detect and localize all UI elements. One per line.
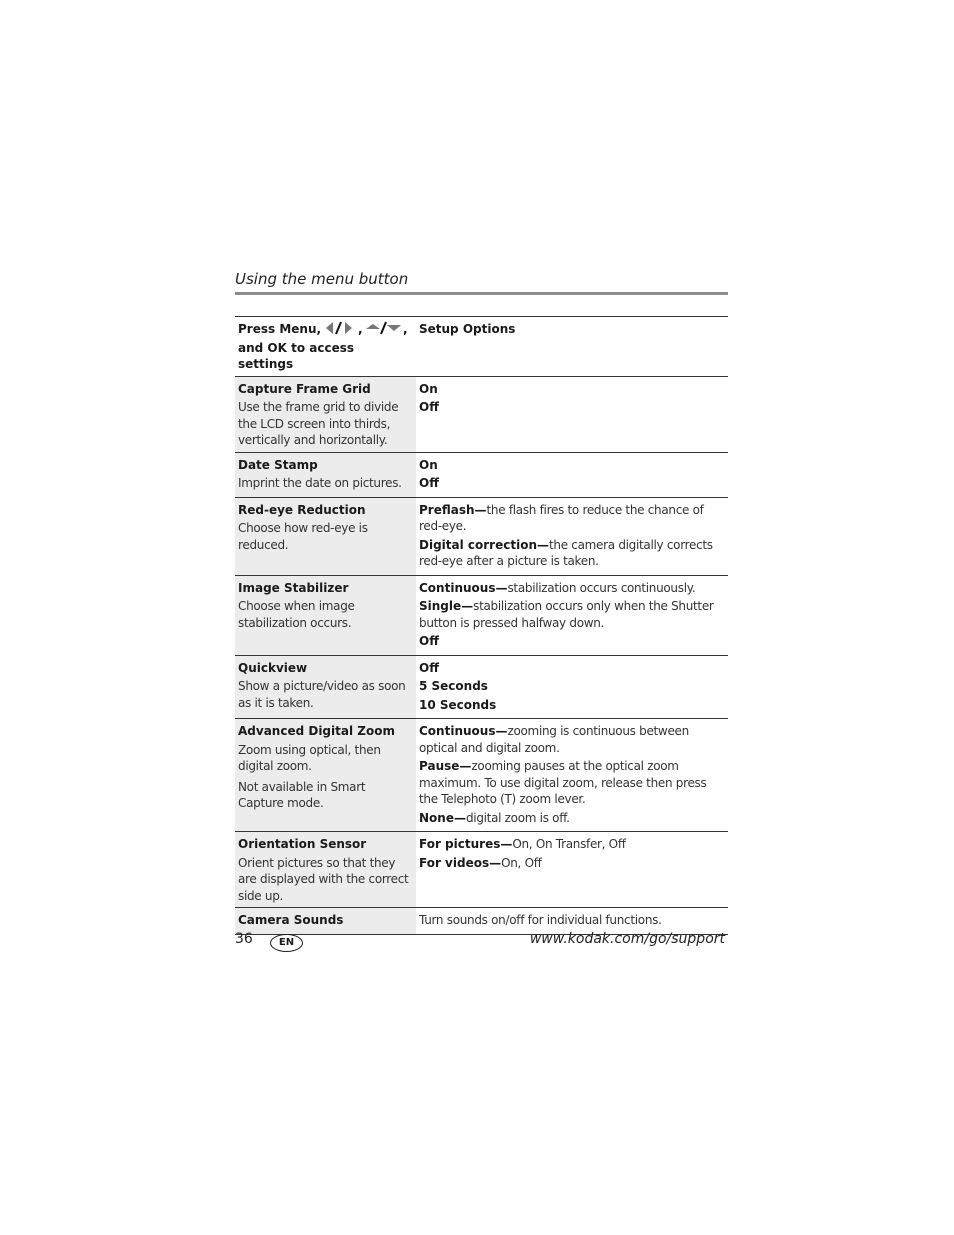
option-item bbox=[419, 912, 725, 929]
option-text: On, On Transfer, Off bbox=[512, 837, 626, 851]
option-item bbox=[419, 678, 725, 695]
option-name: Off bbox=[419, 476, 439, 490]
options-cell bbox=[416, 452, 728, 497]
setting-name: Quickview bbox=[238, 660, 308, 675]
setting-cell bbox=[235, 452, 416, 497]
option-text: Turn sounds on/off for individual functions. bbox=[419, 913, 662, 927]
svg-text:,: , bbox=[357, 322, 363, 336]
setting-cell bbox=[235, 719, 416, 832]
option-name: On bbox=[419, 381, 438, 396]
option-item bbox=[419, 723, 725, 756]
table-row bbox=[235, 575, 728, 655]
setting-name: Camera Sounds bbox=[238, 913, 344, 927]
option-item bbox=[419, 758, 725, 808]
option-item bbox=[419, 475, 725, 492]
setting-cell bbox=[235, 908, 416, 935]
options-cell bbox=[416, 719, 728, 832]
table-row bbox=[235, 376, 728, 452]
col1-header-line2: and OK to access settings bbox=[238, 340, 354, 371]
setting-name: Image Stabilizer bbox=[238, 580, 349, 595]
option-item bbox=[419, 633, 725, 650]
option-name: For videos— bbox=[419, 855, 502, 870]
option-item bbox=[419, 537, 725, 570]
option-name: Pause— bbox=[419, 759, 472, 773]
option-text: stabilization occurs continuously. bbox=[507, 580, 696, 595]
setting-cell bbox=[235, 575, 416, 655]
option-item bbox=[419, 399, 725, 416]
option-text: zooming pauses at the optical zoom maximum. To use digital zoom, release then press the Telephoto (T) zoom lever. bbox=[419, 759, 707, 806]
setting-description: Show a picture/video as soon as it is taken. bbox=[238, 679, 406, 710]
option-item bbox=[419, 580, 725, 597]
option-name: Preflash— bbox=[419, 502, 487, 517]
setting-description: Choose how red-eye is reduced. bbox=[238, 521, 368, 552]
language-badge: EN bbox=[270, 934, 303, 952]
option-item bbox=[419, 457, 725, 474]
setting-description: Use the frame grid to divide the LCD screen into thirds, vertically and horizontally. bbox=[238, 400, 399, 447]
col2-header-label: Setup Options bbox=[419, 322, 516, 336]
option-item bbox=[419, 381, 725, 398]
option-item bbox=[419, 502, 725, 535]
setting-cell bbox=[235, 376, 416, 452]
option-text: digital zoom is off. bbox=[465, 810, 570, 825]
options-cell bbox=[416, 575, 728, 655]
options-cell bbox=[416, 655, 728, 719]
option-name: Off bbox=[419, 400, 439, 414]
table-header-row bbox=[235, 317, 728, 377]
options-cell bbox=[416, 376, 728, 452]
options-cell bbox=[416, 832, 728, 908]
option-text: On, Off bbox=[501, 855, 542, 870]
setting-description: Choose when image stabilization occurs. bbox=[238, 599, 355, 630]
setting-description: Zoom using optical, then digital zoom. bbox=[238, 742, 381, 773]
option-name: Off bbox=[419, 660, 439, 675]
setting-cell bbox=[235, 832, 416, 908]
setting-name: Orientation Sensor bbox=[238, 837, 367, 851]
option-text: the camera digitally corrects red-eye after a picture is taken. bbox=[419, 537, 713, 568]
setting-name: Capture Frame Grid bbox=[238, 381, 371, 396]
option-name: Digital correction— bbox=[419, 537, 549, 552]
arrow-keys-icon bbox=[325, 321, 407, 340]
setting-cell bbox=[235, 655, 416, 719]
col2-header bbox=[416, 317, 728, 377]
option-name: On bbox=[419, 457, 438, 472]
option-name: 10 Seconds bbox=[419, 697, 497, 712]
option-name: Off bbox=[419, 634, 439, 648]
option-name: 5 Seconds bbox=[419, 679, 488, 693]
option-item bbox=[419, 660, 725, 677]
option-name: Continuous— bbox=[419, 580, 508, 595]
col1-header bbox=[235, 317, 416, 377]
option-name: Single— bbox=[419, 599, 474, 613]
option-item bbox=[419, 836, 725, 853]
options-cell bbox=[416, 497, 728, 575]
table-row bbox=[235, 832, 728, 908]
option-name: None— bbox=[419, 810, 466, 825]
option-text: the flash fires to reduce the chance of red-eye. bbox=[419, 502, 704, 533]
option-item bbox=[419, 598, 725, 631]
setting-cell bbox=[235, 497, 416, 575]
setting-description: Not available in Smart Capture mode. bbox=[238, 779, 366, 810]
option-item bbox=[419, 697, 725, 714]
page-header-title: Using the menu button bbox=[235, 270, 409, 288]
svg-text:,: , bbox=[402, 322, 408, 336]
table-row bbox=[235, 452, 728, 497]
support-url: www.kodak.com/go/support bbox=[529, 931, 725, 947]
option-name: For pictures— bbox=[419, 837, 513, 851]
settings-table bbox=[235, 316, 728, 935]
table-row bbox=[235, 655, 728, 719]
option-text: zooming is continuous between optical and digital zoom. bbox=[419, 724, 689, 755]
table-row bbox=[235, 719, 728, 832]
setting-description: Imprint the date on pictures. bbox=[238, 476, 402, 490]
page-number: 36 bbox=[235, 931, 253, 947]
option-name: Continuous— bbox=[419, 724, 508, 738]
setting-description: Orient pictures so that they are displayed with the correct side up. bbox=[238, 855, 409, 903]
col1-header-line1: Press Menu, bbox=[238, 322, 322, 336]
option-text: stabilization occurs only when the Shutter button is pressed halfway down. bbox=[419, 599, 714, 630]
setting-name: Red-eye Reduction bbox=[238, 502, 366, 517]
option-item bbox=[419, 810, 725, 827]
setting-name: Advanced Digital Zoom bbox=[238, 724, 395, 738]
header-divider bbox=[235, 292, 728, 295]
option-item bbox=[419, 855, 725, 872]
table-row bbox=[235, 497, 728, 575]
setting-name: Date Stamp bbox=[238, 457, 318, 472]
